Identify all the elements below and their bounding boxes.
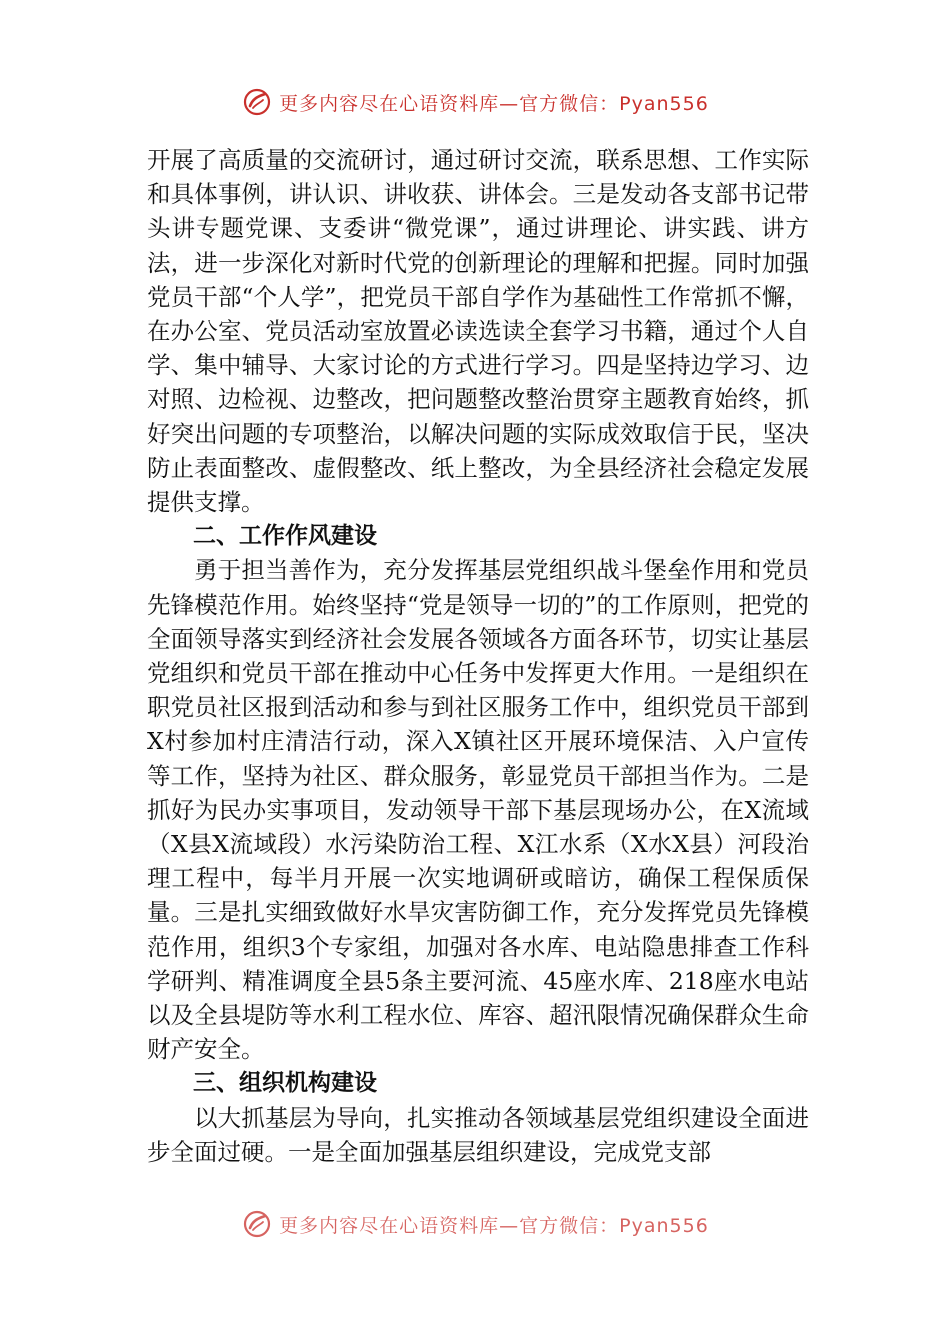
watermark-text: 更多内容尽在心语资料库—官方微信：Pyan556 <box>279 92 709 115</box>
brush-seal-icon <box>241 86 273 118</box>
paragraph-continued: 开展了高质量的交流研讨，通过研讨交流，联系思想、工作实际和具体事例，讲认识、讲收获、讲体会。三是发动各支部书记带头讲专题党课、支委讲“微党课”，通过讲理论、讲实践、讲方法，进一步深化对新时代党的创新理论的理解和把握。同时加强党员干部“个人学”，把党员干部自学作为基础性工作常抓不懈，在办公室、党员活动室放置必读选读全套学习书籍，通过个人自学、集中辅导、大家讨论的方式进行学习。四是坚持边学习、边对照、边检视、边整改，把问题整改整治贯穿主题教育始终，抓好突出问题的专项整治，以解决问题的实际成效取信于民，坚决防止表面整改、虚假整改、纸上整改，为全县经济社会稳定发展提供支撑。 <box>147 146 809 517</box>
watermark-footer <box>0 1204 950 1244</box>
watermark-text: 更多内容尽在心语资料库—官方微信：Pyan556 <box>279 1214 709 1237</box>
paragraph-work-style: 勇于担当善作为，充分发挥基层党组织战斗堡垒作用和党员先锋模范作用。始终坚持“党是领导一切的”的工作原则，把党的全面领导落实到经济社会发展各领域各方面各环节，切实让基层党组织和党员干部在推动中心任务中发挥更大作用。一是组织在职党员社区报到活动和参与到社区服务工作中，组织党员干部到X村参加村庄清洁行动，深入X镇社区开展环境保洁、入户宣传等工作，坚持为社区、群众服务，彰显党员干部担当作为。二是抓好为民办实事项目，发动领导干部下基层现场办公，在X流域（X县X流域段）水污染防治工程、X江水系（X水X县）河段治理工程中，每半月开展一次实地调研或暗访，确保工程保质保量。三是扎实细致做好水旱灾害防御工作，充分发挥党员先锋模范作用，组织3个专家组，加强对各水库、电站隐患排查工作科学研判、精准调度全县5条主要河流、45座水库、218座水电站以及全县堤防等水利工程水位、库容、超汛限情况确保群众生命财产安全。 <box>147 556 809 1064</box>
paragraph-organization: 以大抓基层为导向，扎实推动各领域基层党组织建设全面进步全面过硬。一是全面加强基层组织建设，完成党支部 <box>147 1103 809 1166</box>
brush-seal-icon <box>241 1208 273 1240</box>
document-body <box>147 143 809 1169</box>
section-heading-work-style: 二、工作作风建设 <box>193 523 377 550</box>
watermark-header <box>0 82 950 122</box>
section-heading-organization: 三、组织机构建设 <box>193 1070 377 1097</box>
